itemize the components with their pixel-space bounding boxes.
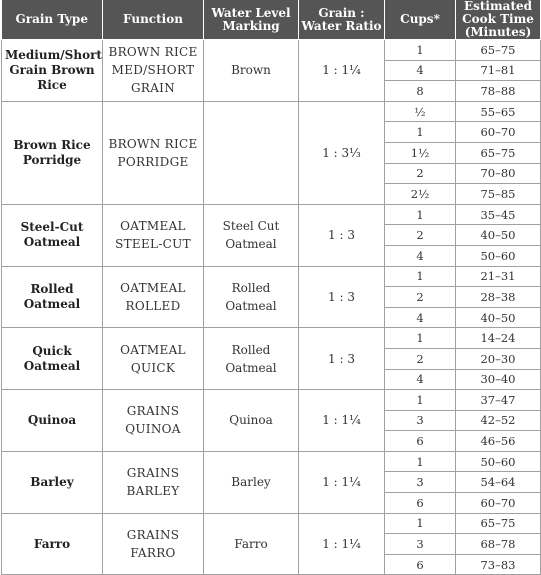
function-cell: [103, 204, 204, 266]
function-cell-line: GRAINS: [126, 404, 180, 419]
ratio-cell: 1 : 1¼: [299, 40, 385, 102]
function-cell-line: OATMEAL: [120, 342, 186, 357]
function-cell: [103, 101, 204, 204]
cups-cell: 2½: [385, 184, 456, 205]
grain-type-cell-line: Medium/Short: [5, 47, 102, 62]
water-level-cell-line: Steel Cut: [222, 219, 280, 234]
water-level-cell-line: Oatmeal: [225, 237, 277, 252]
cook-time-cell: 42–52: [456, 410, 541, 431]
water-level-cell-line: Brown: [231, 63, 271, 78]
cooking-chart-table: [1, 0, 541, 575]
grain-type-cell: [2, 266, 103, 328]
cook-time-cell: 60–70: [456, 493, 541, 514]
cups-cell: 3: [385, 410, 456, 431]
cook-time-cell: 50–60: [456, 245, 541, 266]
cups-cell: 1: [385, 204, 456, 225]
ratio-cell: 1 : 1¼: [299, 451, 385, 513]
cook-time-cell: 65–75: [456, 40, 541, 61]
cups-cell: 1: [385, 451, 456, 472]
header-cook-time: [456, 0, 541, 40]
water-level-cell-line: Rolled: [231, 280, 271, 295]
function-cell-line: BROWN RICE: [108, 45, 198, 60]
grain-type-cell-line: Rolled Oatmeal: [23, 281, 81, 311]
cook-time-cell: 75–85: [456, 184, 541, 205]
function-cell-line: QUINOA: [125, 422, 181, 437]
cook-time-cell: 54–64: [456, 472, 541, 493]
cups-cell: 6: [385, 554, 456, 575]
grain-type-cell: [2, 513, 103, 575]
cups-cell: 3: [385, 472, 456, 493]
water-level-cell: [204, 40, 299, 102]
table-row: [2, 40, 541, 61]
water-level-cell-line: Oatmeal: [225, 298, 277, 313]
cook-time-cell: 28–38: [456, 287, 541, 308]
grain-type-cell: [2, 390, 103, 452]
ratio-cell: 1 : 3⅓: [299, 101, 385, 204]
grain-type-cell-line: Brown Rice: [13, 137, 91, 152]
grain-type-cell-line: Steel-Cut: [20, 220, 84, 235]
cups-cell: 4: [385, 60, 456, 81]
grain-type-cell-line: Rice: [37, 77, 67, 92]
grain-type-cell: [2, 101, 103, 204]
water-level-cell: [204, 204, 299, 266]
water-level-cell-line: Barley: [231, 475, 271, 490]
grain-type-cell: [2, 40, 103, 102]
function-cell-line: QUICK: [130, 360, 176, 375]
cook-time-cell: 68–78: [456, 534, 541, 555]
cups-cell: 4: [385, 307, 456, 328]
table-body: [2, 40, 541, 575]
grain-type-cell-line: Oatmeal: [23, 235, 81, 250]
cups-cell: 4: [385, 369, 456, 390]
header-function: Function: [103, 0, 204, 40]
cook-time-cell: 40–50: [456, 225, 541, 246]
table-row: [2, 101, 541, 122]
function-cell-line: ROLLED: [125, 298, 181, 313]
cups-cell: 6: [385, 493, 456, 514]
water-level-cell: [204, 390, 299, 452]
cups-cell: 2: [385, 287, 456, 308]
table-row: [2, 390, 541, 411]
header-cook-time-line: Cook Time: [462, 12, 534, 26]
cook-time-cell: 21–31: [456, 266, 541, 287]
header-ratio-line: Grain :: [318, 5, 365, 20]
function-cell-line: BROWN RICE: [108, 136, 198, 151]
grain-type-cell: [2, 451, 103, 513]
table-row: [2, 513, 541, 534]
water-level-cell: [204, 451, 299, 513]
grain-type-cell-line: Farro: [33, 536, 71, 551]
header-cook-time-line: (Minutes): [464, 25, 532, 39]
header-ratio-line: Water Ratio: [301, 18, 382, 33]
function-cell-line: FARRO: [130, 546, 176, 561]
function-cell-line: GRAIN: [130, 81, 176, 96]
grain-type-cell-line: Quinoa: [27, 412, 77, 427]
water-level-cell-line: Quinoa: [229, 413, 273, 428]
function-cell: [103, 513, 204, 575]
water-level-cell-line: Rolled: [231, 342, 271, 357]
table-row: [2, 204, 541, 225]
function-cell-line: OATMEAL: [120, 219, 186, 234]
header-water-level-line: Water Level: [211, 5, 291, 20]
function-cell-line: GRAINS: [126, 528, 180, 543]
function-cell-line: PORRIDGE: [117, 154, 189, 169]
function-cell-line: STEEL-CUT: [115, 237, 191, 252]
cook-time-cell: 20–30: [456, 348, 541, 369]
cups-cell: 1½: [385, 142, 456, 163]
cook-time-cell: 30–40: [456, 369, 541, 390]
cook-time-cell: 55–65: [456, 101, 541, 122]
header-ratio: [299, 0, 385, 40]
table-row: [2, 328, 541, 349]
grain-type-cell-line: Porridge: [22, 152, 82, 167]
water-level-cell: [204, 101, 299, 204]
cook-time-cell: 50–60: [456, 451, 541, 472]
function-cell: [103, 328, 204, 390]
cups-cell: 8: [385, 81, 456, 102]
cook-time-cell: 40–50: [456, 307, 541, 328]
cups-cell: 1: [385, 266, 456, 287]
cups-cell: 2: [385, 348, 456, 369]
ratio-cell: 1 : 3: [299, 328, 385, 390]
cook-time-cell: 70–80: [456, 163, 541, 184]
cook-time-cell: 73–83: [456, 554, 541, 575]
water-level-cell: [204, 328, 299, 390]
function-cell: [103, 451, 204, 513]
cups-cell: 1: [385, 40, 456, 61]
cook-time-cell: 14–24: [456, 328, 541, 349]
cook-time-cell: 71–81: [456, 60, 541, 81]
cups-cell: 3: [385, 534, 456, 555]
function-cell: [103, 40, 204, 102]
header-grain-type: Grain Type: [2, 0, 103, 40]
water-level-cell-line: Farro: [234, 537, 268, 552]
header-cook-time-line: Estimated: [463, 0, 533, 13]
cook-time-cell: 35–45: [456, 204, 541, 225]
function-cell: [103, 266, 204, 328]
grain-type-cell-line: Grain Brown: [9, 62, 95, 77]
cups-cell: 1: [385, 328, 456, 349]
ratio-cell: 1 : 1¼: [299, 513, 385, 575]
cups-cell: 1: [385, 513, 456, 534]
header-cups: Cups*: [385, 0, 456, 40]
cook-time-cell: 46–56: [456, 431, 541, 452]
cups-cell: ½: [385, 101, 456, 122]
cook-time-cell: 60–70: [456, 122, 541, 143]
header-row: [2, 0, 541, 40]
water-level-cell: [204, 266, 299, 328]
cups-cell: 1: [385, 390, 456, 411]
table-row: [2, 451, 541, 472]
cups-cell: 1: [385, 122, 456, 143]
ratio-cell: 1 : 1¼: [299, 390, 385, 452]
grain-type-cell-line: Barley: [30, 474, 74, 489]
cups-cell: 4: [385, 245, 456, 266]
water-level-cell-line: Oatmeal: [225, 360, 277, 375]
ratio-cell: 1 : 3: [299, 266, 385, 328]
cook-time-cell: 78–88: [456, 81, 541, 102]
cook-time-cell: 65–75: [456, 513, 541, 534]
function-cell-line: OATMEAL: [120, 280, 186, 295]
grain-type-cell: [2, 328, 103, 390]
grain-type-cell: [2, 204, 103, 266]
cups-cell: 6: [385, 431, 456, 452]
header-water-level: [204, 0, 299, 40]
function-cell-line: MED/SHORT: [111, 63, 195, 78]
header-water-level-line: Marking: [222, 18, 280, 33]
cook-time-cell: 65–75: [456, 142, 541, 163]
grain-type-cell-line: Quick Oatmeal: [23, 343, 81, 373]
cook-time-cell: 37–47: [456, 390, 541, 411]
water-level-cell: [204, 513, 299, 575]
cups-cell: 2: [385, 163, 456, 184]
ratio-cell: 1 : 3: [299, 204, 385, 266]
cups-cell: 2: [385, 225, 456, 246]
table-row: [2, 266, 541, 287]
function-cell-line: BARLEY: [126, 484, 180, 499]
function-cell-line: GRAINS: [126, 466, 180, 481]
function-cell: [103, 390, 204, 452]
